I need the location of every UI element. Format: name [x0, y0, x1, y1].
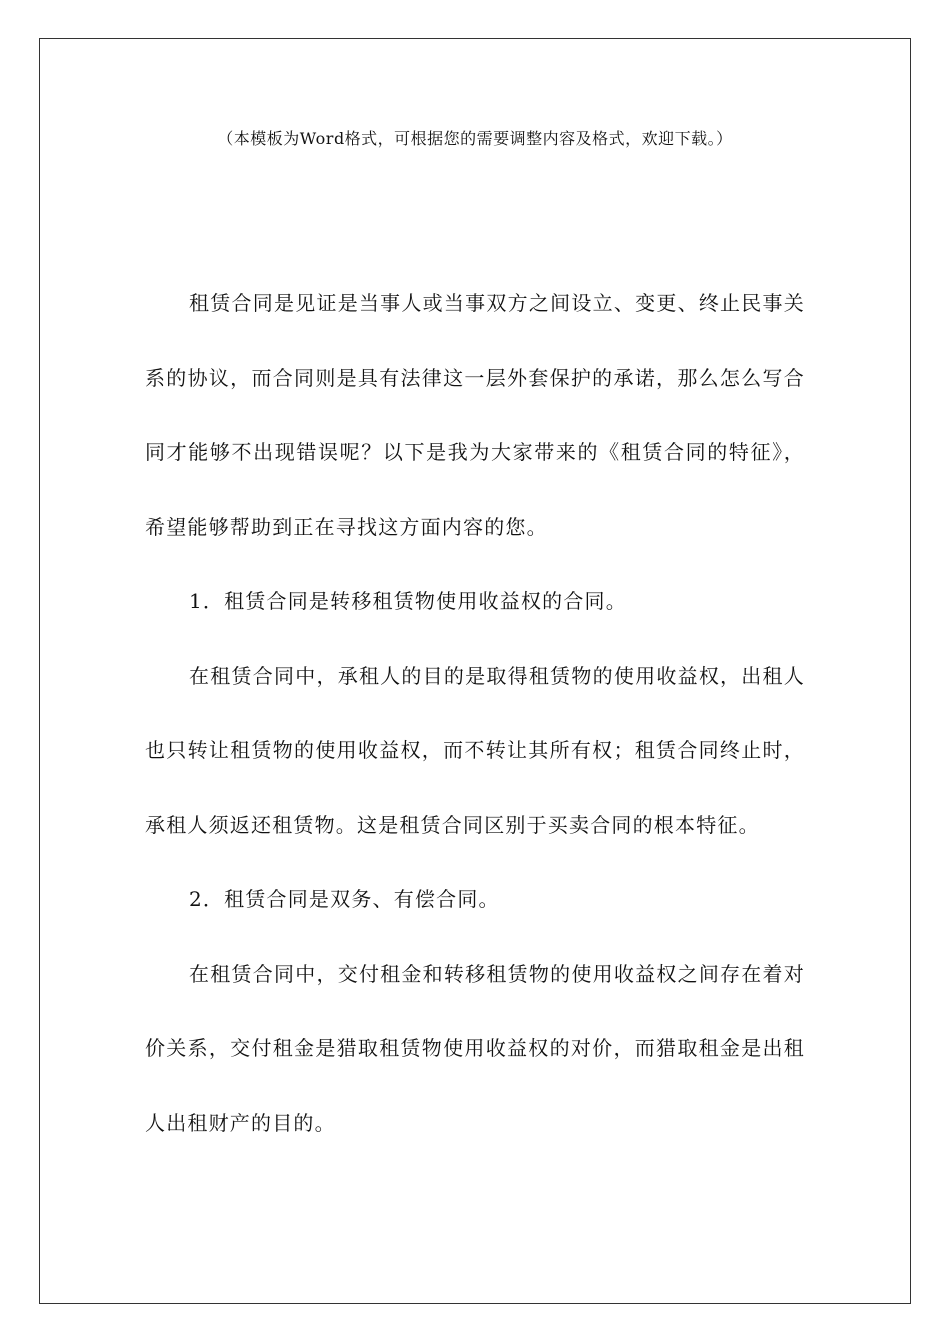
template-note: （本模板为Word格式，可根据您的需要调整内容及格式，欢迎下载。）: [217, 129, 733, 148]
document-body: [145, 266, 805, 1160]
intro-paragraph: 租赁合同是见证是当事人或当事双方之间设立、变更、终止民事关系的协议，而合同则是具有法律这一层外套保护的承诺，那么怎么写合同才能够不出现错误呢？以下是我为大家带来的《租赁合同的特征》，希望能够帮助到正在寻找这方面内容的您。: [145, 291, 805, 539]
feature-2-heading: 2．租赁合同是双务、有偿合同。: [189, 887, 500, 911]
feature-1-paragraph: 在租赁合同中，承租人的目的是取得租赁物的使用收益权，出租人也只转让租赁物的使用收益权，而不转让其所有权；租赁合同终止时，承租人须返还租赁物。这是租赁合同区别于买卖合同的根本特征。: [145, 663, 805, 837]
feature-1-heading: 1．租赁合同是转移租赁物使用收益权的合同。: [189, 589, 627, 613]
feature-2-paragraph: 在租赁合同中，交付租金和转移租赁物的使用收益权之间存在着对价关系，交付租金是猎取租赁物使用收益权的对价，而猎取租金是出租人出租财产的目的。: [145, 961, 805, 1135]
